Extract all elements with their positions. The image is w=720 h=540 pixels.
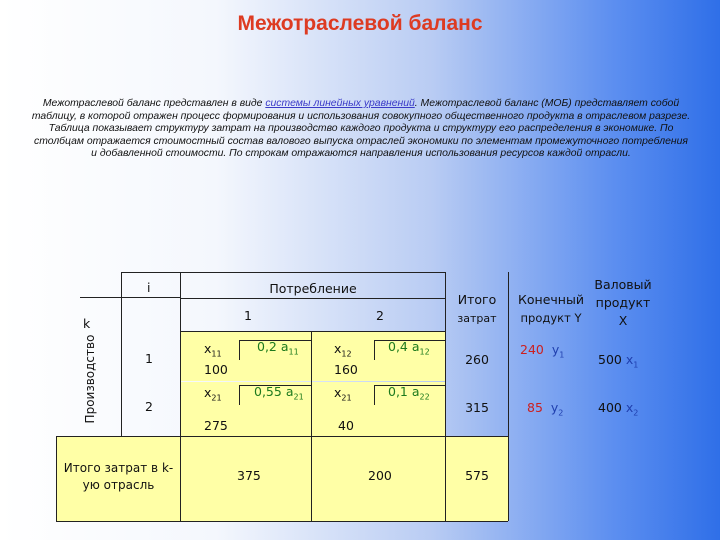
- total-all: 575: [465, 468, 489, 483]
- row1-label: 1: [145, 351, 153, 366]
- final-product-line2: продукт Y: [520, 311, 582, 325]
- total-row-label: [57, 460, 180, 494]
- col2-header: 2: [376, 308, 384, 323]
- gross-product-header: [586, 276, 660, 330]
- x11-label: $x_{11}$: [204, 341, 222, 359]
- a21-coef: 0,55 $a_{21}$: [254, 384, 304, 402]
- final-product-row2: 85 $y_2$: [527, 400, 564, 418]
- x12-label: $x_{12}$: [334, 341, 352, 359]
- x11-value: 100: [204, 362, 228, 377]
- linear-equations-link[interactable]: системы линейных уравнений: [265, 98, 415, 109]
- i-label: i: [147, 280, 151, 295]
- total-col1: 375: [237, 468, 261, 483]
- gross-product-line3: X: [618, 313, 628, 328]
- intro-text-1: Межотраслевой баланс представлен в виде: [42, 98, 266, 109]
- gross-product-line1: Валовый: [594, 277, 652, 292]
- production-label: Производство: [83, 334, 97, 424]
- final-product-line1: Конечный: [518, 292, 584, 307]
- x21-value: 275: [204, 418, 228, 433]
- total-costs-row2: 315: [465, 400, 489, 415]
- total-costs-header: [446, 290, 508, 328]
- total-costs-line1: Итого: [457, 292, 497, 307]
- final-product-header: [509, 290, 593, 328]
- a22-coef: 0,1 $a_{22}$: [388, 384, 430, 402]
- final-product-row1: 240 $y_1$: [520, 342, 565, 360]
- x22-value: 40: [338, 418, 354, 433]
- x12-value: 160: [334, 362, 358, 377]
- row2-label: 2: [145, 399, 153, 414]
- gross-product-row2: 400 $x_2$: [598, 400, 639, 418]
- total-row-label-line1: Итого затрат в k-: [63, 461, 174, 475]
- total-costs-line2: затрат: [457, 312, 497, 325]
- intro-text-2: . Межотраслевой баланс (МОБ) представляет собой таблицу, в которой отражен процесс формирования и использования совокупного общественного продукта в отраслевом разрезе. Таблица показывает структуру затрат на производство каждого продукта и структуру его распределения в экономике. По столбцам отражается стоимостный состав валового выпуска отраслей экономики по элементам промежуточного потребления и добавленной стоимости. По строкам отражаются направления использования ресурсов каждой отрасли.: [31, 98, 691, 160]
- page-title: Межотраслевой баланс: [237, 12, 483, 35]
- consumption-header: Потребление: [269, 281, 357, 296]
- x21-label: $x_{21}$: [204, 385, 222, 403]
- total-row-label-line2: ую отрасль: [82, 478, 155, 492]
- k-label: k: [83, 316, 91, 331]
- a11-coef: 0,2 $a_{11}$: [257, 339, 299, 357]
- col1-header: 1: [244, 308, 252, 323]
- total-row-values-cell: [181, 437, 445, 521]
- a12-coef: 0,4 $a_{12}$: [388, 339, 430, 357]
- x22-label: $x_{21}$: [334, 385, 352, 403]
- total-col2: 200: [368, 468, 392, 483]
- total-costs-row1: 260: [465, 352, 489, 367]
- gross-product-row1: 500 $x_1$: [598, 352, 639, 370]
- gross-product-line2: продукт: [595, 295, 651, 310]
